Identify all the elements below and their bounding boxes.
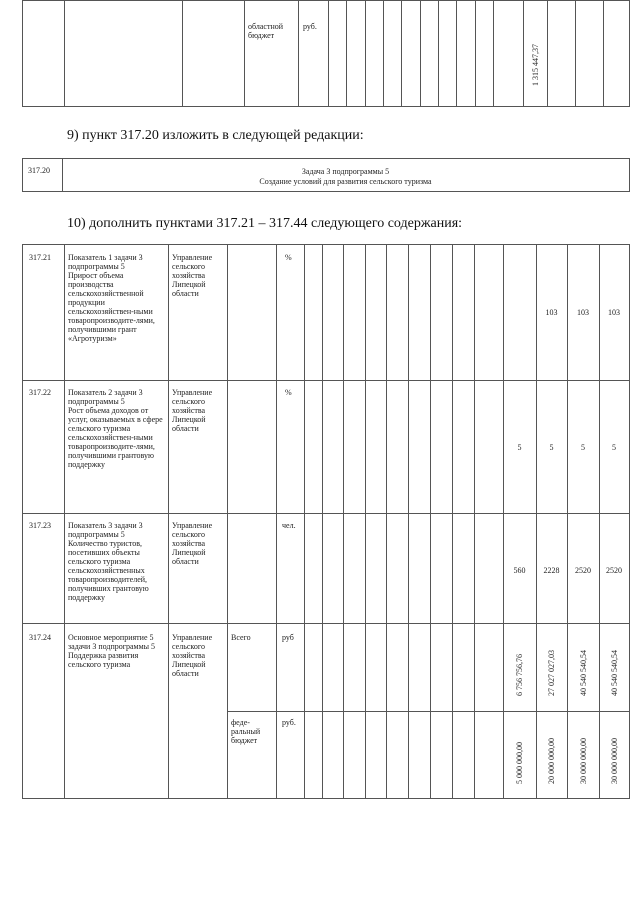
row-name: Показатель 2 задачи 3 подпрограммы 5 Рост объема доходов от услуг, оказываемых в сфере сельского туризма сельскохозяйствен-ными товаропроизводите-лями, получившими грантовую поддержку [68,388,163,469]
row-value: 103 [545,308,558,317]
heading-item-10: 10) дополнить пунктами 317.21 – 317.44 следующего содержания: [67,216,463,231]
row-value: 560 [513,566,526,575]
row-value: 5 [549,443,554,452]
heading-item-9: 9) пункт 317.20 изложить в следующей редакции: [67,128,364,143]
row-org: Управление сельского хозяйства Липецкой области [172,388,213,433]
row-unit: % [285,388,292,397]
row-value: 103 [577,308,589,317]
row-value: 5 [581,443,585,452]
subrow-unit: руб [282,633,294,642]
subrow-value: 40 540 540,54 [610,650,619,696]
row-number: 317.23 [29,521,51,530]
subrow-unit: руб. [282,718,296,727]
subrow-value: 40 540 540,54 [579,650,588,696]
row-value: 2228 [543,566,560,575]
row-number: 317.24 [29,633,51,642]
row-value: 5 [517,443,522,452]
row-number: 317.22 [29,388,51,397]
row-name: Показатель 3 задачи 3 подпрограммы 5 Количество туристов, посетивших объекты сельского туризма сельскохозяйственных товаропроизводителей, получивших грантовую поддержку [68,521,149,602]
row-value: 2520 [575,566,591,575]
subrow-value: 30 000 000,00 [579,738,588,784]
subrow-value: 27 027 027,03 [547,650,556,696]
row-org: Управление сельского хозяйства Липецкой области [172,253,213,298]
subrow-label: феде- ральный бюджет [231,718,261,745]
task-title: Задача 3 подпрограммы 5 [301,167,390,176]
row-value: 103 [608,308,620,317]
row-number: 317.21 [29,253,51,262]
subrow-value: 6 756 756,76 [515,654,524,696]
top-row-label: областной бюджет [248,22,284,40]
task-subtitle: Создание условий для развития сельского туризма [259,177,432,186]
row-value: 2520 [606,566,622,575]
subrow-value: 20 000 000,00 [547,738,556,784]
row-name: Основное мероприятие 5 задачи 3 подпрограммы 5 Поддержка развития сельского туризма [68,633,156,669]
task-number: 317.20 [28,166,50,175]
subrow-label: Всего [231,633,251,642]
top-row-unit: руб. [303,22,317,31]
top-row-value: 1 315 447,37 [531,44,540,86]
row-value: 5 [612,443,616,452]
row-unit: чел. [282,521,296,530]
subrow-value: 5 000 000,00 [515,742,524,784]
row-org: Управление сельского хозяйства Липецкой области [172,521,213,566]
row-org: Управление сельского хозяйства Липецкой области [172,633,213,678]
row-unit: % [285,253,292,262]
subrow-value: 30 000 000,00 [610,738,619,784]
row-name: Показатель 1 задачи 3 подпрограммы 5 Прирост объема производства сельскохозяйственной продукции сельскохозяйствен-ными товаропроизводите-лями, получившими грант «Агротуризм» [68,253,155,343]
